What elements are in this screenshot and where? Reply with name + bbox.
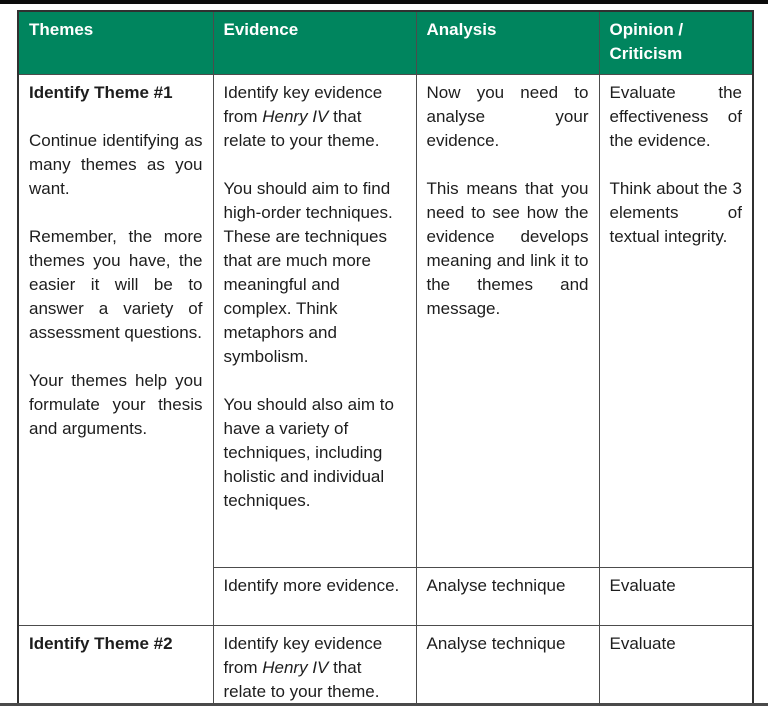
cell-theme2-themes <box>18 626 213 706</box>
top-edge-bar <box>0 0 768 4</box>
text-run: that relate to your theme. <box>223 107 380 150</box>
text-run: Identify Theme #1 <box>29 83 173 102</box>
text-run: Identify more evidence. <box>223 576 400 595</box>
text-run: Evaluate <box>609 576 676 595</box>
cell-theme2-opinion <box>599 626 753 706</box>
cell-theme2-analysis <box>416 626 599 706</box>
cell-theme1-opinion <box>599 75 753 568</box>
cell-theme2-evidence <box>213 626 416 706</box>
text-run: Analyse technique <box>426 576 566 595</box>
column-header-evidence <box>213 11 416 75</box>
cell-theme1-analysis <box>416 75 599 568</box>
text-run: Your themes help you formulate your thesis and arguments. <box>29 371 203 438</box>
text-run: Identify key evidence from <box>223 634 383 677</box>
text-run: You should aim to find high-order techniques. These are techniques that are much more meaningful and complex. Think metaphors and symbolism. <box>223 179 393 366</box>
text-run: You should also aim to have a variety of techniques, including holistic and individual techniques. <box>223 395 394 510</box>
text-run: Henry IV <box>262 658 329 677</box>
cell-theme1-evidence <box>213 75 416 568</box>
column-header-themes <box>18 11 213 75</box>
text-run: Think about the 3 elements of textual integrity. <box>609 179 742 246</box>
cell-theme1-more-evidence <box>213 568 416 626</box>
column-header-themes-label: Themes <box>29 20 94 39</box>
text-run: Remember, the more themes you have, the easier it will be to answer a variety of assessment questions. <box>29 227 203 342</box>
text-run: Identify Theme #2 <box>29 634 173 653</box>
column-header-opinion-criticism <box>599 11 753 75</box>
essay-planning-table <box>17 10 754 706</box>
table-row-theme2 <box>18 626 753 706</box>
text-run: Evaluate <box>609 634 676 653</box>
column-header-analysis-label: Analysis <box>426 20 497 39</box>
text-run: Evaluate the effectiveness of the evidence. <box>609 83 742 150</box>
text-run: Analyse technique <box>426 634 566 653</box>
text-run: that relate to your theme. <box>223 658 380 701</box>
text-run: Continue identifying as many themes as you want. <box>29 131 203 198</box>
table-row-theme1 <box>18 75 753 568</box>
text-run: Henry IV <box>262 107 329 126</box>
column-header-analysis <box>416 11 599 75</box>
text-run: Identify key evidence from <box>223 83 383 126</box>
cell-theme1-more-analysis <box>416 568 599 626</box>
header-row <box>18 11 753 75</box>
cell-theme1-themes <box>18 75 213 626</box>
text-run: Now you need to analyse your evidence. <box>426 83 589 150</box>
column-header-evidence-label: Evidence <box>223 20 299 39</box>
text-run: This means that you need to see how the evidence develops meaning and link it to the themes and message. <box>426 179 589 318</box>
cell-theme1-more-opinion <box>599 568 753 626</box>
column-header-opinion-criticism-label: Opinion / Criticism <box>609 20 684 63</box>
